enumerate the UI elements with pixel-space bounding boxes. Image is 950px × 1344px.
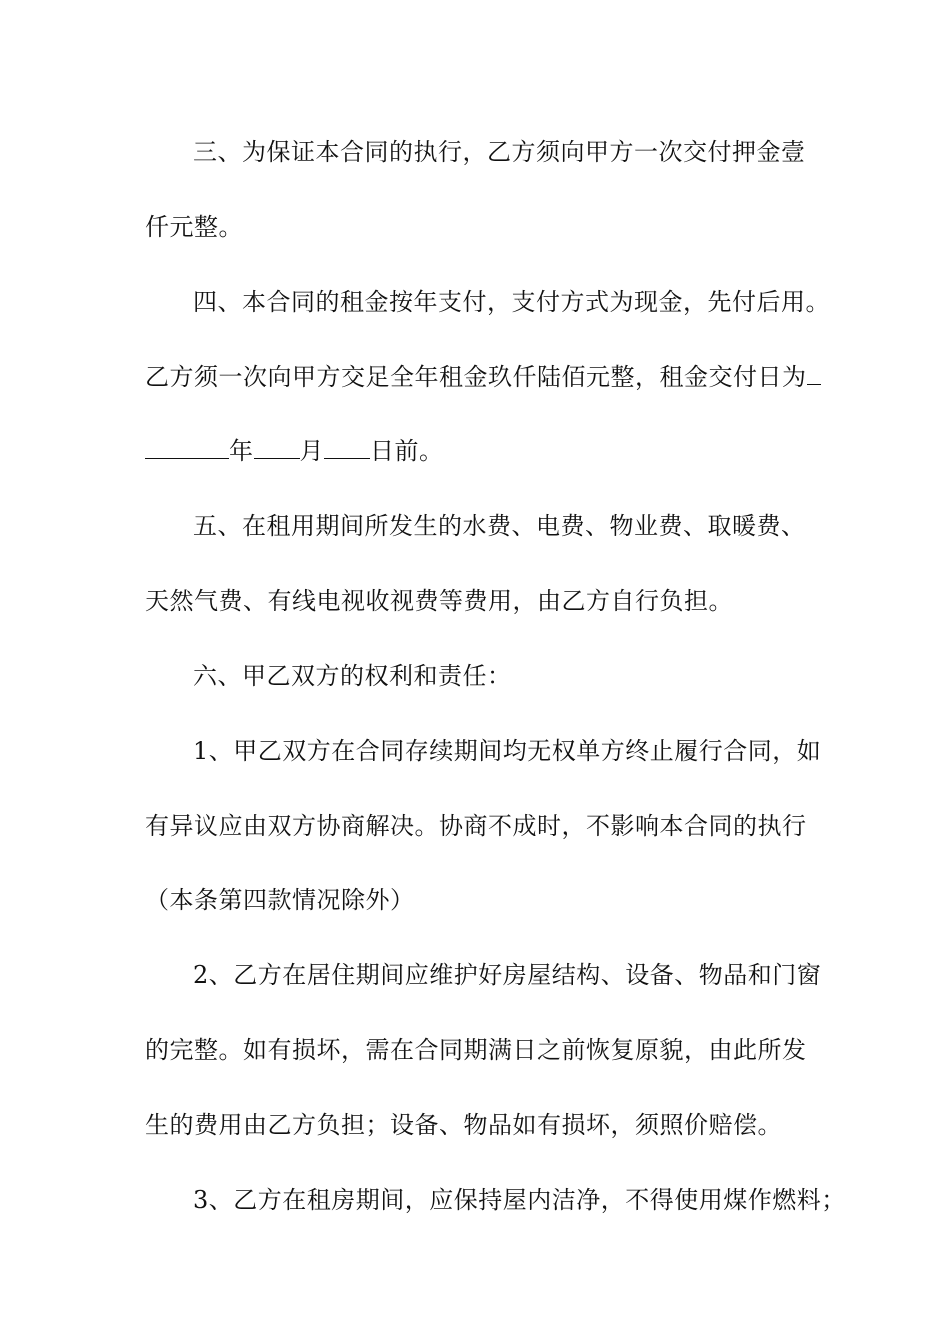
clause-5-line-2: 天然气费、有线电视收视费等费用，由乙方自行负担。 (145, 587, 733, 615)
year-blank (145, 436, 229, 459)
day-label: 日前。 (370, 437, 444, 465)
item-1-line-2: 有异议应由双方协商解决。协商不成时，不影响本合同的执行 (145, 812, 807, 840)
clause-3-line-1: 三、为保证本合同的执行，乙方须向甲方一次交付押金壹 (193, 138, 806, 166)
item-1-line-1: 1、甲乙双方在合同存续期间均无权单方终止履行合同，如 (193, 737, 822, 765)
day-blank (324, 436, 370, 459)
item-2-line-2: 的完整。如有损坏，需在合同期满日之前恢复原貌，由此所发 (145, 1036, 807, 1064)
date-fill-line (145, 436, 444, 466)
item-3-line-1: 3、乙方在租房期间，应保持屋内洁净，不得使用煤作燃料； (193, 1186, 846, 1214)
item-1-line-3: （本条第四款情况除外） (145, 886, 415, 914)
blank-underline (807, 362, 821, 385)
year-label: 年 (229, 437, 254, 465)
clause-5-line-1: 五、在租用期间所发生的水费、电费、物业费、取暖费、 (193, 512, 806, 540)
clause-4-line-2-text: 乙方须一次向甲方交足全年租金玖仟陆佰元整，租金交付日为 (145, 363, 807, 391)
clause-4-line-1: 四、本合同的租金按年支付，支付方式为现金，先付后用。 (193, 288, 830, 316)
month-label: 月 (299, 437, 324, 465)
clause-6-heading: 六、甲乙双方的权利和责任： (193, 662, 512, 690)
item-2-line-3: 生的费用由乙方负担；设备、物品如有损坏，须照价赔偿。 (145, 1111, 782, 1139)
item-2-line-1: 2、乙方在居住期间应维护好房屋结构、设备、物品和门窗 (193, 961, 822, 989)
clause-3-line-2: 仟元整。 (145, 213, 243, 241)
clause-4-line-2 (145, 362, 821, 392)
month-blank (254, 436, 300, 459)
